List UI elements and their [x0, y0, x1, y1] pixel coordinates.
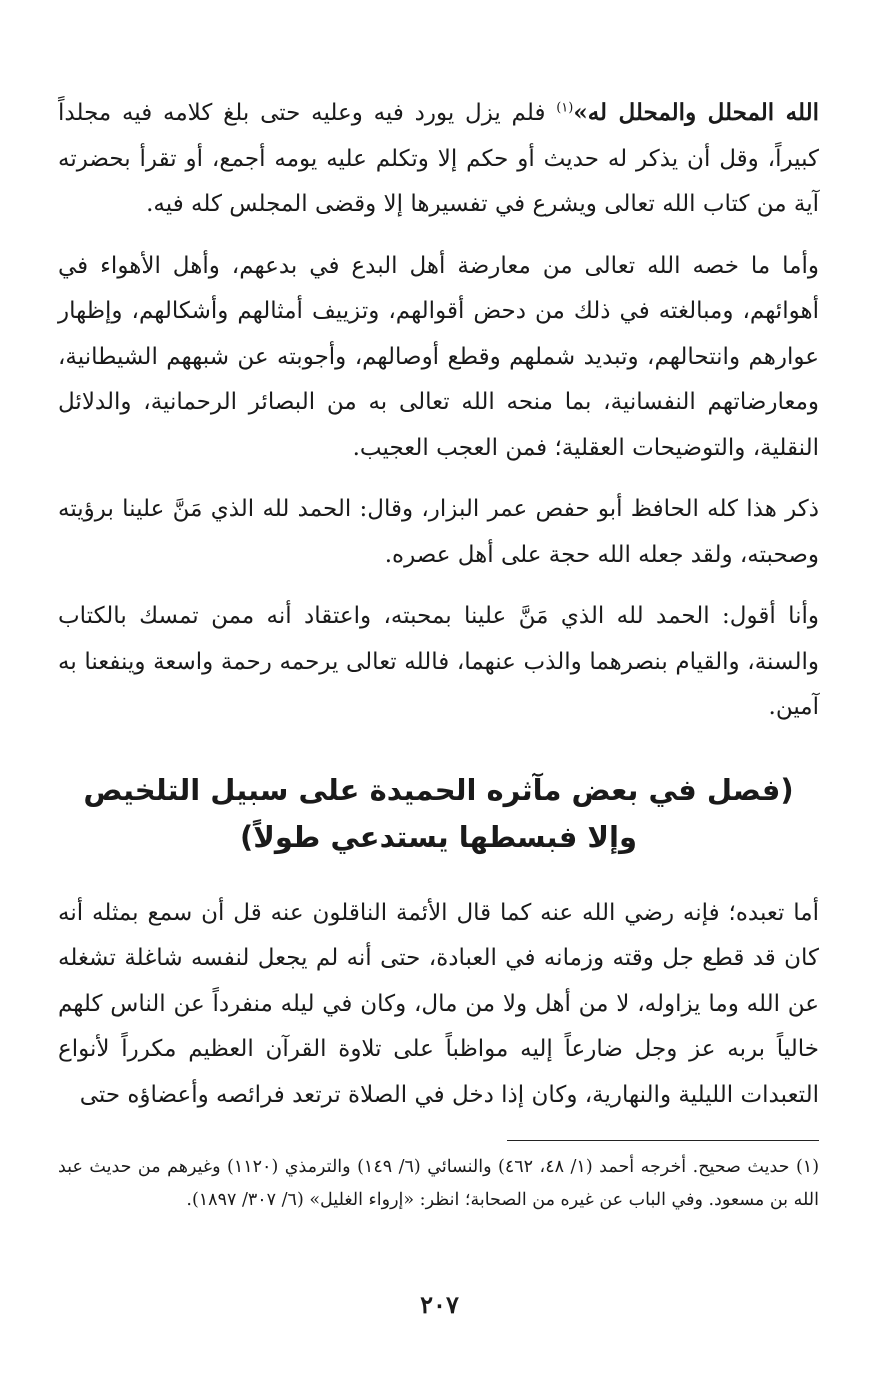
footnote-reference[interactable]: (١) — [556, 100, 574, 116]
footnote-divider — [507, 1140, 819, 1141]
paragraph-2: وأما ما خصه الله تعالى من معارضة أهل البدع في بدعهم، وأهل الأهواء في أهوائهم، ومبالغته في ذلك من دحض أقوالهم، وتزييف أمثالهم وأشكالهم، وإظهار عوارهم وانتحالهم، وتبديد شملهم وقطع أوصالهم، وأجوبته عن شبههم الشيطانية، ومعارضاتهم النفسانية، بما منحه الله تعالى به من البصائر الرحمانية، والدلائل النقلية، والتوضيحات العقلية؛ فمن العجب العجيب. — [58, 252, 820, 461]
paragraph-3: ذكر هذا كله الحافظ أبو حفص عمر البزار، وقال: الحمد لله الذي مَنَّ علينا برؤيته وصحبته، ولقد جعله الله حجة على أهل عصره. — [58, 496, 819, 568]
section-paragraph: أما تعبده؛ فإنه رضي الله عنه كما قال الأئمة الناقلون عنه قل أن سمع بمثله أنه كان قد قطع جل وقته وزمانه في العبادة، حتى أنه لم يجعل لنفسه شاغلة تشغله عن الله وما يزاوله، لا من أهل ولا من مال، وكان في ليله منفرداً عن الناس كلهم خالياً بربه عز وجل ضارعاً إليه مواظباً على تلاوة القرآن العظيم مكرراً لأنواع التعبدات الليلية والنهارية، وكان إذا دخل في الصلاة ترتعد فرائصه وأعضاؤه حتى — [58, 899, 819, 1108]
footnote-1: (١) حديث صحيح. أخرجه أحمد (١/ ٤٨، ٤٦٢) والنسائي (٦/ ١٤٩) والترمذي (١١٢٠) وغيرهم من حديث عبد الله بن مسعود. وفي الباب عن غيره من الصحابة؛ انظر: «إرواء الغليل» (٦/ ٣٠٧/ ١٨٩٧). — [58, 1157, 820, 1210]
section-heading — [58, 767, 819, 861]
paragraph-4: وأنا أقول: الحمد لله الذي مَنَّ علينا بمحبته، واعتقاد أنه ممن تمسك بالكتاب والسنة، والقيام بنصرهما والذب عنهما، فالله تعالى يرحمه رحمة واسعة وينفعنا به آمين. — [58, 603, 819, 720]
section-heading-line-1: (فصل في بعض مآثره الحميدة على سبيل التلخيص — [83, 772, 794, 807]
page-number: ٢٠٧ — [420, 1290, 459, 1319]
section-heading-line-2: وإلا فبسطها يستدعي طولاً) — [240, 819, 637, 854]
quoted-hadith-end: الله المحلل والمحلل له» — [573, 99, 819, 126]
paragraph-1 — [58, 90, 819, 228]
paragraph-1-text: فلم يزل يورد فيه وعليه حتى بلغ كلامه فيه مجلداً كبيراً، وقل أن يذكر له حديث أو حكم إلا وتكلم عليه يومه أجمع، أو تقرأ بحضرته آية من كتاب الله تعالى ويشرع في تفسيرها إلا وقضى المجلس كله فيه. — [58, 100, 819, 217]
